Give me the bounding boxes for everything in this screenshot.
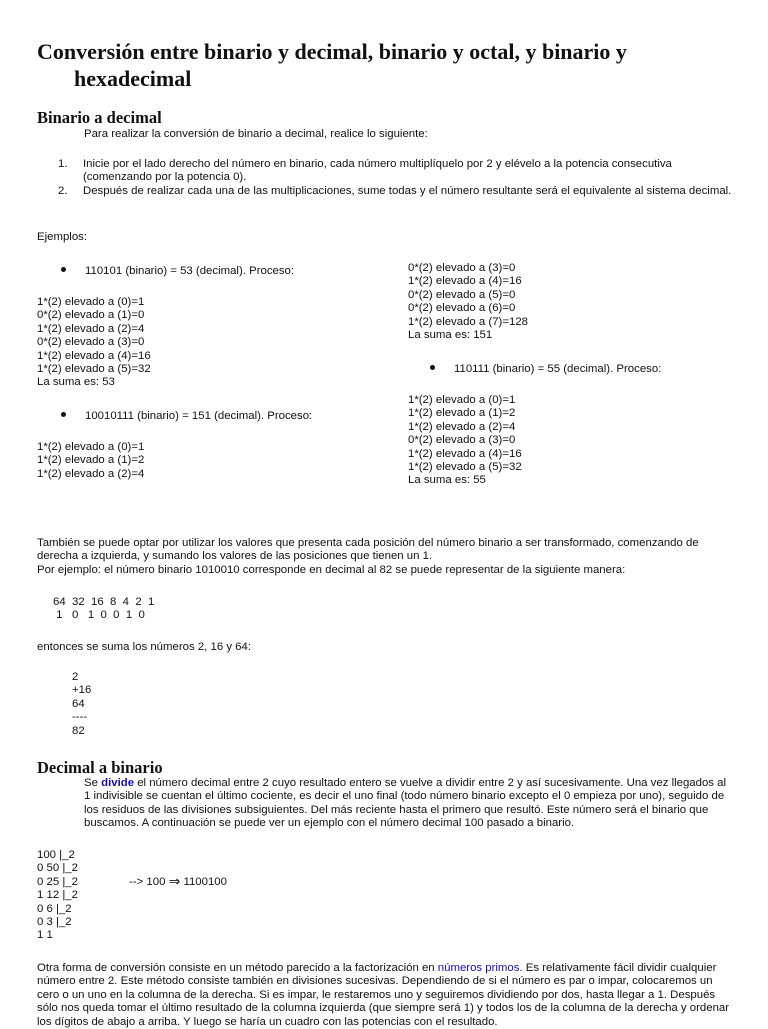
process-line: 1*(2) elevado a (2)=4 bbox=[37, 322, 145, 335]
numeros-primos-link[interactable]: números primos bbox=[437, 962, 520, 974]
intro-text: Para realizar la conversión de binario a decimal, realice lo siguiente: bbox=[84, 128, 428, 140]
example-2-bullet bbox=[61, 410, 312, 423]
process-line: 1*(2) elevado a (2)=4 bbox=[37, 467, 145, 480]
list-item bbox=[58, 185, 738, 198]
division-paragraph-prefix: Se bbox=[84, 777, 102, 789]
step-text: Después de realizar cada una de las multiplicaciones, sume todas y el número resultante será el equivalente al sistema decimal. bbox=[83, 184, 732, 197]
bullet-icon bbox=[61, 412, 66, 417]
factorization-paragraph bbox=[37, 962, 731, 1029]
process-line: 1*(2) elevado a (1)=2 bbox=[37, 454, 145, 467]
division-example bbox=[37, 849, 78, 943]
process-line: 1*(2) elevado a (7)=128 bbox=[408, 315, 528, 328]
process-line: 1*(2) elevado a (0)=1 bbox=[408, 394, 516, 406]
sum-line: ---- bbox=[72, 711, 88, 724]
list-item bbox=[58, 158, 738, 185]
example-1-process bbox=[37, 296, 151, 390]
factorization-rest: . Es relativamente fácil dividir cualquier número entre 2. Este método consiste también en divisiones sucesivas. Dependiendo de si el número es par o impar, colocaremos un cero o un uno en la columna de la derecha. Si es impar, le restaremos uno y seguiremos dividiendo por dos, hasta llegar a 1. Después sólo nos queda tomar el último resultado de la columna izquierda (que siempre será 1) y todos los de la columna de la derecha y ordenar los dígitos de abajo a arriba. Y luego se haría un cuadro con las potencias con el resultado. bbox=[37, 962, 730, 1028]
title-line-2: hexadecimal bbox=[74, 66, 192, 91]
sum-line: 2 bbox=[72, 671, 79, 683]
examples-label: Ejemplos: bbox=[37, 231, 88, 243]
process-line: 1*(2) elevado a (4)=16 bbox=[408, 275, 522, 288]
process-line: La suma es: 55 bbox=[408, 474, 486, 487]
bits-row: 1 0 1 0 0 1 0 bbox=[53, 609, 145, 621]
division-result bbox=[129, 873, 227, 889]
example-3-bullet bbox=[430, 363, 661, 376]
process-line: 1*(2) elevado a (2)=4 bbox=[408, 420, 516, 433]
process-line: 1*(2) elevado a (0)=1 bbox=[37, 296, 145, 308]
sum-line: 82 bbox=[72, 724, 85, 737]
division-result-value: 1100100 bbox=[180, 876, 227, 888]
process-line: 1*(2) elevado a (1)=2 bbox=[408, 407, 516, 420]
process-line: 0*(2) elevado a (1)=0 bbox=[37, 309, 145, 322]
step-text: Inicie por el lado derecho del número en binario, cada número multiplíquelo por 2 y elévelo a la potencia consecutiva (comenzando por la potencia 0). bbox=[83, 158, 672, 184]
process-line: 0*(2) elevado a (6)=0 bbox=[408, 302, 516, 315]
step-number: 2. bbox=[58, 184, 68, 197]
process-line: La suma es: 53 bbox=[37, 376, 115, 389]
division-line: 0 25 |_2 bbox=[37, 875, 78, 888]
process-line: 0*(2) elevado a (3)=0 bbox=[37, 336, 145, 349]
bullet-icon bbox=[61, 267, 66, 272]
division-line: 0 50 |_2 bbox=[37, 862, 78, 875]
factorization-prefix: Otra forma de conversión consiste en un método parecido a la factorización en bbox=[37, 962, 438, 974]
bullet-icon bbox=[430, 365, 435, 370]
example-1-text: 110101 (binario) = 53 (decimal). Proceso: bbox=[85, 265, 295, 277]
sum-intro: entonces se suma los números 2, 16 y 64: bbox=[37, 641, 252, 653]
page-title bbox=[37, 38, 737, 92]
division-line: 0 6 |_2 bbox=[37, 902, 72, 915]
process-line: 0*(2) elevado a (5)=0 bbox=[408, 288, 516, 301]
sum-calculation bbox=[72, 671, 91, 738]
title-line-1: Conversión entre binario y decimal, binario y octal, y binario y bbox=[37, 39, 627, 64]
division-paragraph-rest: el número decimal entre 2 cuyo resultado entero se vuelve a dividir entre 2 y así sucesivamente. Una vez llegados al 1 indivisible se cuentan el último cociente, es decir el uno final (todo número binario excepto el 0 empieza por uno), seguido de los residuos de las divisiones subsiguientes. Del más reciente hasta el primero que resultó. Este número será el binario que buscamos. A continuación se puede ver un ejemplo con el número decimal 100 pasado a binario. bbox=[84, 777, 727, 830]
division-line: 0 3 |_2 bbox=[37, 916, 72, 929]
division-line: 1 12 |_2 bbox=[37, 889, 78, 902]
division-line: 100 |_2 bbox=[37, 849, 75, 861]
weights-row: 64 32 16 8 4 2 1 bbox=[53, 596, 155, 608]
positions-paragraph: También se puede optar por utilizar los valores que presenta cada posición del número binario a ser transformado, comenzando de derecha a izquierda, y sumando los valores de las posiciones que tienen un 1. bbox=[37, 537, 699, 563]
division-line: 1 1 bbox=[37, 929, 53, 942]
heading-binario-a-decimal: Binario a decimal bbox=[37, 108, 162, 127]
example-2-process bbox=[37, 441, 144, 481]
process-line: La suma es: 151 bbox=[408, 329, 493, 342]
process-line: 1*(2) elevado a (5)=32 bbox=[37, 363, 151, 376]
sum-line: 64 bbox=[72, 697, 85, 710]
heading-decimal-a-binario: Decimal a binario bbox=[37, 758, 163, 777]
example-paragraph: Por ejemplo: el número binario 1010010 corresponde en decimal al 82 se puede representar de la siguiente manera: bbox=[37, 564, 626, 576]
process-line: 0*(2) elevado a (3)=0 bbox=[408, 434, 516, 447]
double-arrow-icon: ⇒ bbox=[168, 873, 181, 889]
step-number: 1. bbox=[58, 158, 68, 170]
sum-line: +16 bbox=[72, 684, 92, 697]
division-result-prefix: --> 100 bbox=[129, 876, 169, 888]
process-line: 0*(2) elevado a (3)=0 bbox=[408, 262, 516, 274]
process-line: 1*(2) elevado a (5)=32 bbox=[408, 461, 522, 474]
process-line: 1*(2) elevado a (4)=16 bbox=[37, 349, 151, 362]
example-3-process bbox=[408, 394, 522, 488]
steps-list bbox=[58, 158, 738, 198]
process-line: 1*(2) elevado a (4)=16 bbox=[408, 447, 522, 460]
example-1-bullet bbox=[61, 265, 294, 278]
example-2-text: 10010111 (binario) = 151 (decimal). Proceso: bbox=[85, 410, 313, 422]
process-line: 1*(2) elevado a (0)=1 bbox=[37, 441, 145, 453]
division-paragraph bbox=[84, 777, 730, 831]
divide-link[interactable]: divide bbox=[101, 777, 135, 789]
example-3-text: 110111 (binario) = 55 (decimal). Proceso: bbox=[454, 363, 662, 375]
example-2-process-continued bbox=[408, 262, 528, 342]
